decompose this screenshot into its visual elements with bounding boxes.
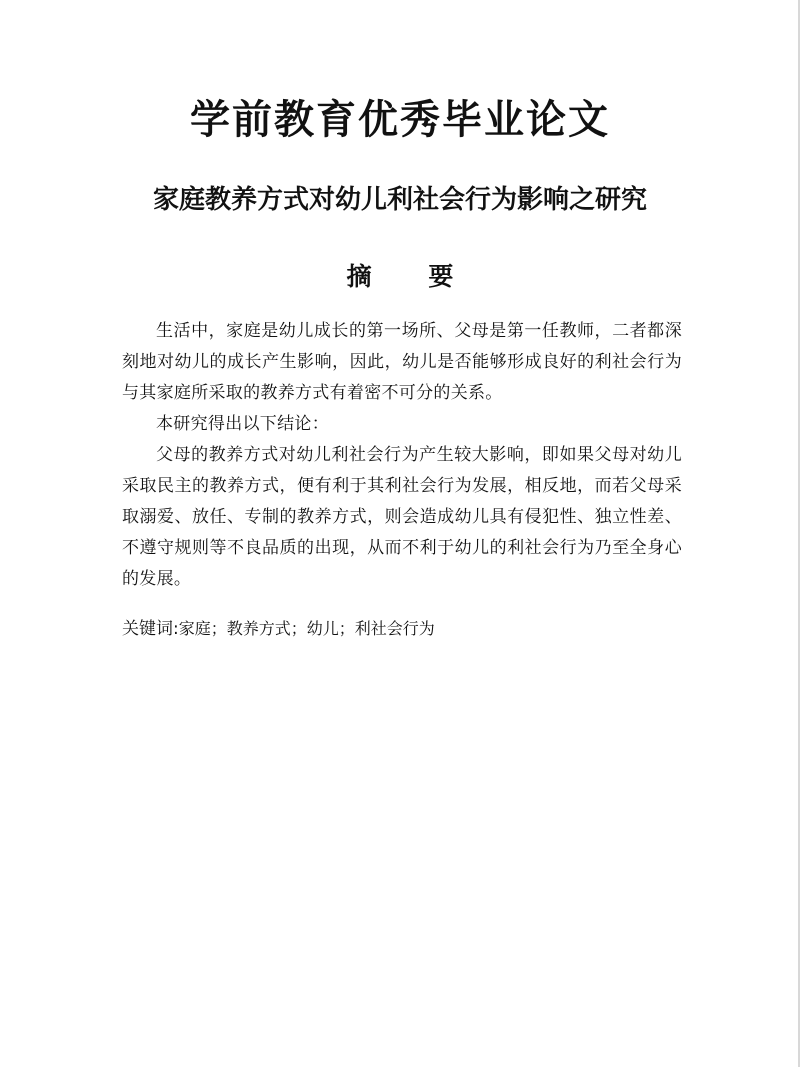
document-subtitle: 家庭教养方式对幼儿利社会行为影响之研究	[152, 185, 647, 215]
document-title: 学前教育优秀毕业论文	[190, 97, 610, 143]
keywords-value: 家庭；教养方式；幼儿；利社会行为	[178, 619, 435, 638]
keywords-label: 关键词:	[122, 619, 179, 639]
abstract-heading: 摘 要	[346, 262, 478, 291]
abstract-paragraph: 本研究得出以下结论：	[156, 414, 329, 434]
keywords-line	[122, 614, 682, 644]
abstract-paragraph: 父母的教养方式对幼儿利社会行为产生较大影响，即如果父母对幼儿采取民主的教养方式，便有利于其利社会行为发展，相反地，而若父母采取溺爱、放任、专制的教养方式，则会造成幼儿具有侵犯性、独立性差、不遵守规则等不良品质的出现，从而不利于幼儿的利社会行为乃至全身心的发展。	[122, 445, 682, 589]
abstract-paragraph: 生活中，家庭是幼儿成长的第一场所、父母是第一任教师，二者都深刻地对幼儿的成长产生影响，因此，幼儿是否能够形成良好的利社会行为与其家庭所采取的教养方式有着密不可分的关系。	[122, 321, 682, 403]
abstract-body	[122, 316, 682, 595]
